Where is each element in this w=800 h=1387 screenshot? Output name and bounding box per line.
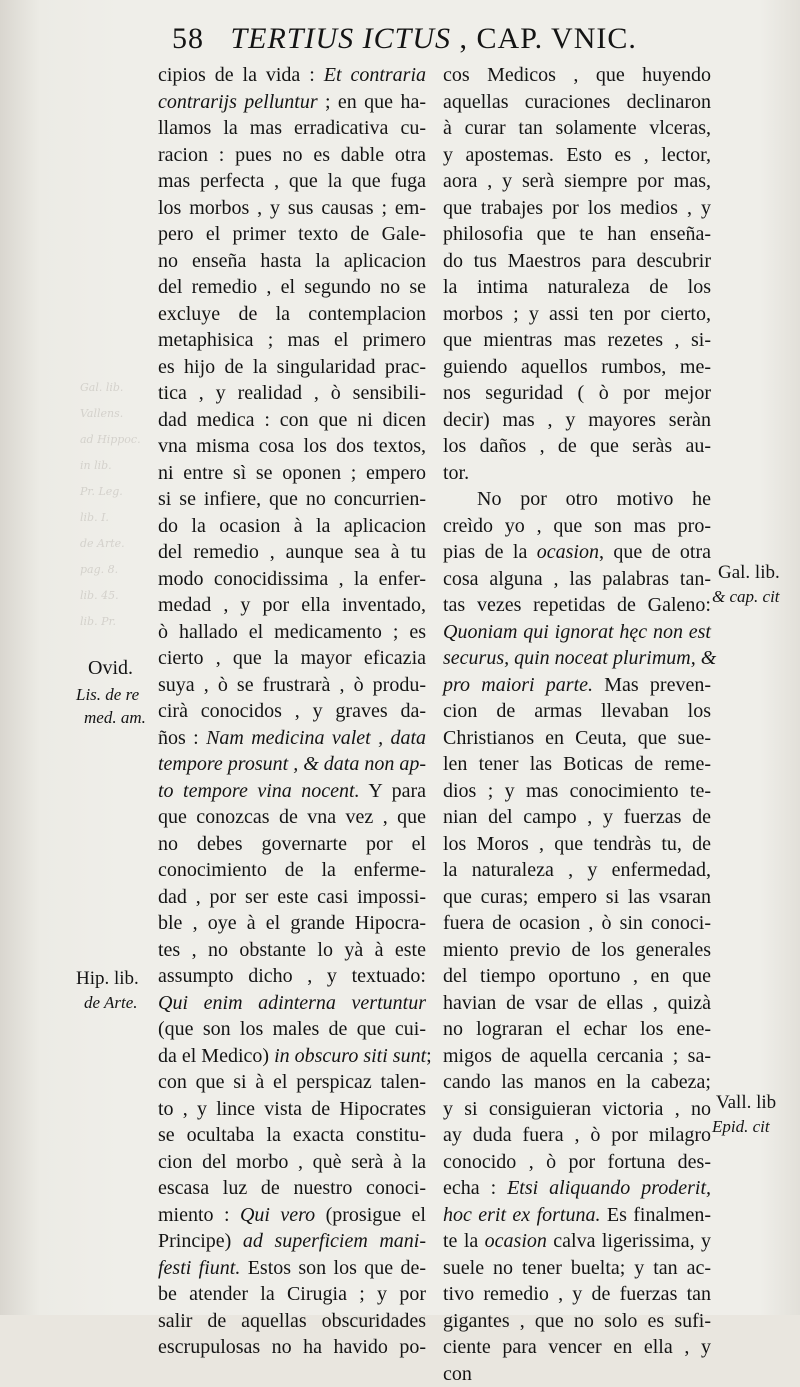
text-line: llamos la mas erradicativa cu- — [158, 115, 426, 142]
text-line: aora , y serà siempre por mas, — [443, 168, 711, 195]
text-line: que trabajes por los medios , y — [443, 195, 711, 222]
margin-note-hippocrates-source — [84, 992, 138, 1014]
text-line: nos seguridad ( ò por mejor — [443, 380, 711, 407]
text-line: creìdo yo , que son mas pro- — [443, 513, 711, 540]
text-line: havian de vsar de ellas , quizà — [443, 990, 711, 1017]
text-line: contrarijs pelluntur ; en que ha- — [158, 89, 426, 116]
text-line: y si consiguieran victoria , no — [443, 1096, 711, 1123]
bleed-through-line: Vallens. — [80, 401, 150, 427]
text-line: tivo remedio , y de fuerzas tan — [443, 1281, 711, 1308]
text-line: Qui enim adinterna vertuntur — [158, 990, 426, 1017]
bleed-through-line: ad Hippoc. — [80, 427, 150, 453]
bleed-through-text — [80, 375, 150, 655]
text-line: los daños , de que seràs au- — [443, 433, 711, 460]
text-line: cando las manos en la cabeza; — [443, 1069, 711, 1096]
text-line: aquellas curaciones declinaron — [443, 89, 711, 116]
text-line: ños : Nam medicina valet , data — [158, 725, 426, 752]
text-line: pero el primer texto de Gale- — [158, 221, 426, 248]
text-line: do la ocasion à la aplicacion — [158, 513, 426, 540]
text-line: tes , no obstante lo yà à este — [158, 937, 426, 964]
text-line: miento previo de los generales — [443, 937, 711, 964]
text-line: del tiempo oportuno , en que — [443, 963, 711, 990]
margin-note-vall-line2: Epid. cit — [712, 1117, 770, 1136]
text-line: No por otro motivo he — [443, 486, 711, 513]
text-line: Christianos en Ceuta, que sue- — [443, 725, 711, 752]
text-line: cion de armas llevaban los — [443, 698, 711, 725]
text-line: len tener las Boticas de reme- — [443, 751, 711, 778]
margin-note-hip-line2: de Arte. — [84, 993, 138, 1012]
text-line: gigantes , que no solo es sufi- — [443, 1308, 711, 1335]
text-line: tempore prosunt , & data non ap- — [158, 751, 426, 778]
text-line: cipios de la vida : Et contraria — [158, 62, 426, 89]
text-line: que curas; empero si las vsaran — [443, 884, 711, 911]
text-line: tica , y realidad , ò sensibili- — [158, 380, 426, 407]
text-line: que mientras mas rezetes , si- — [443, 327, 711, 354]
text-line: ay duda fuera , ò por milagro — [443, 1122, 711, 1149]
text-line: escrupulosas no ha havido po- — [158, 1334, 426, 1361]
text-line: mas perfecta , que la que fuga — [158, 168, 426, 195]
text-line: migos de aquella cercania ; sa- — [443, 1043, 711, 1070]
text-line: Principe) ad superficiem mani- — [158, 1228, 426, 1255]
text-line: excluye de la contemplacion — [158, 301, 426, 328]
bleed-through-line: de Arte. — [80, 531, 150, 557]
text-line: ciente para vencer en ella , y — [443, 1334, 711, 1361]
text-line: te la ocasion calva ligerissima, y — [443, 1228, 711, 1255]
text-line: to tempore vina nocent. Y para — [158, 778, 426, 805]
margin-note-hippocrates: Hip. lib. — [76, 968, 139, 990]
text-line: del remedio , el segundo no se — [158, 274, 426, 301]
text-line: morbos ; y assi ten por cierto, — [443, 301, 711, 328]
text-line: tor. — [443, 460, 711, 487]
left-text-column — [158, 62, 426, 1361]
text-line: ò hallado el medicamento ; es — [158, 619, 426, 646]
margin-note-ovid-source-2 — [84, 707, 146, 729]
running-title: TERTIUS ICTUS — [231, 22, 452, 55]
text-line: guiendo aquellos rumbos, me- — [443, 354, 711, 381]
text-line: la naturaleza , y enfermedad, — [443, 857, 711, 884]
bleed-through-line: Gal. lib. — [80, 375, 150, 401]
text-line: to , y lince vista de Hipocrates — [158, 1096, 426, 1123]
text-line: del remedio , aunque sea à tu — [158, 539, 426, 566]
text-line: Quoniam qui ignorat hęc non est — [443, 619, 711, 646]
bleed-through-line: pag. 8. — [80, 557, 150, 583]
text-line: no lograran el echar los ene- — [443, 1016, 711, 1043]
bleed-through-line: lib. 45. — [80, 583, 150, 609]
bleed-through-line: Pr. Leg. — [80, 479, 150, 505]
text-line: ble , oye à el grande Hipocra- — [158, 910, 426, 937]
text-line: los morbos , y sus causas ; em- — [158, 195, 426, 222]
bleed-through-line: lib. Pr. — [80, 609, 150, 635]
text-line: racion : pues no es dable otra — [158, 142, 426, 169]
text-line: se ocultaba la exacta constitu- — [158, 1122, 426, 1149]
text-line: festi fiunt. Estos son los que de- — [158, 1255, 426, 1282]
text-line: fuera de ocasion , ò sin conoci- — [443, 910, 711, 937]
text-line: la intima naturaleza de los — [443, 274, 711, 301]
text-line: miento : Qui vero (prosigue el — [158, 1202, 426, 1229]
text-line: con — [443, 1361, 711, 1387]
margin-note-ovid-source — [76, 684, 139, 706]
text-line: medad , y por ella inventado, — [158, 592, 426, 619]
text-line: conocimiento de la enferme- — [158, 857, 426, 884]
running-header — [172, 22, 712, 66]
text-line: modo conocidissima , la enfer- — [158, 566, 426, 593]
margin-note-vallesius: Vall. lib — [716, 1092, 776, 1114]
bleed-through-line: in lib. — [80, 453, 150, 479]
right-text-column — [443, 62, 711, 1387]
text-line: à curar tan solamente vlceras, — [443, 115, 711, 142]
text-line: cosa alguna , las palabras tan- — [443, 566, 711, 593]
text-line: dios ; y mas conocimiento te- — [443, 778, 711, 805]
margin-note-galen-source — [712, 586, 780, 608]
text-line: tas vezes repetidas de Galeno: — [443, 592, 711, 619]
text-line: hoc erit ex fortuna. Es finalmen- — [443, 1202, 711, 1229]
text-line: vna misma cosa los dos textos, — [158, 433, 426, 460]
text-line: cos Medicos , que huyendo — [443, 62, 711, 89]
text-line: (que son los males de que cui- — [158, 1016, 426, 1043]
margin-note-vallesius-source — [712, 1116, 770, 1138]
text-line: si se infiere, que no concurrien- — [158, 486, 426, 513]
text-line: decir) mas , y mayores seràn — [443, 407, 711, 434]
text-line: con que si à el perspicaz talen- — [158, 1069, 426, 1096]
text-line: assumpto dicho , y textuado: — [158, 963, 426, 990]
text-line: y apostemas. Esto es , lector, — [443, 142, 711, 169]
text-line: es hijo de la singularidad prac- — [158, 354, 426, 381]
text-line: suya , ò se frustrarà , ò produ- — [158, 672, 426, 699]
text-line: dad medica : con que ni dicen — [158, 407, 426, 434]
margin-note-ovid-line2: Lis. de re — [76, 685, 139, 704]
text-line: do tus Maestros para descubrir — [443, 248, 711, 275]
text-line: no debes governarte por el — [158, 831, 426, 858]
chapter-label: , CAP. VNIC. — [460, 22, 637, 55]
text-line: da el Medico) in obscuro siti sunt; — [158, 1043, 426, 1070]
text-line: ni entre sì se oponen ; empero — [158, 460, 426, 487]
text-line: echa : Etsi aliquando proderit, — [443, 1175, 711, 1202]
page-number: 58 — [172, 22, 204, 55]
text-line: cierto , que la mayor eficazia — [158, 645, 426, 672]
margin-note-ovid: Ovid. — [88, 657, 133, 679]
text-line: be atender la Cirugia ; y por — [158, 1281, 426, 1308]
text-line: escasa luz de nuestro conoci- — [158, 1175, 426, 1202]
text-line: pro maiori parte. Mas preven- — [443, 672, 711, 699]
text-line: nian del campo , y fuerzas de — [443, 804, 711, 831]
text-line: que conozcas de vna vez , que — [158, 804, 426, 831]
text-line: philosofia que te han enseña- — [443, 221, 711, 248]
text-line: securus, quin noceat plurimum, & — [443, 645, 711, 672]
text-line: metaphisica ; mas el primero — [158, 327, 426, 354]
text-line: los Moros , que tendràs tu, de — [443, 831, 711, 858]
text-line: cirà conocidos , y graves da- — [158, 698, 426, 725]
text-line: suele no tener buelta; y tan ac- — [443, 1255, 711, 1282]
margin-note-galen: Gal. lib. — [718, 562, 780, 584]
text-line: no enseña hasta la aplicacion — [158, 248, 426, 275]
text-line: pias de la ocasion, que de otra — [443, 539, 711, 566]
bleed-through-line: lib. I. — [80, 505, 150, 531]
text-line: cion del morbo , què serà à la — [158, 1149, 426, 1176]
text-line: conocido , ò por fortuna des- — [443, 1149, 711, 1176]
text-line: salir de aquellas obscuridades — [158, 1308, 426, 1335]
margin-note-ovid-line3: med. am. — [84, 708, 146, 727]
text-line: dad , por ser este casi impossi- — [158, 884, 426, 911]
margin-note-gal-line2: & cap. cit — [712, 587, 780, 606]
